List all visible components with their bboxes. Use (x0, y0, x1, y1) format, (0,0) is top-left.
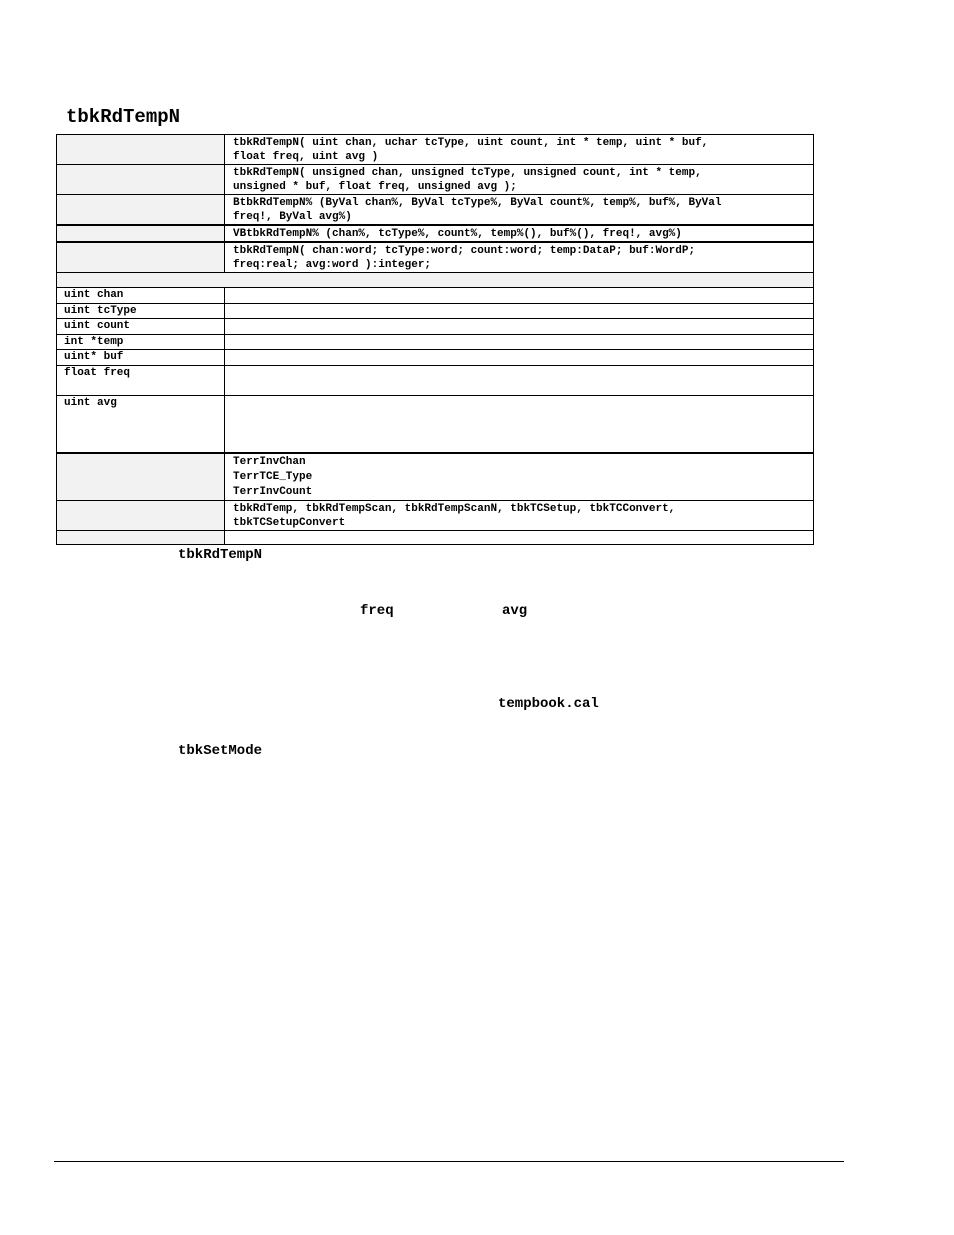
body-function-name: tbkRdTempN (178, 547, 263, 563)
param-name: uint chan (57, 288, 225, 304)
prototype-row-pascal (57, 242, 814, 273)
errors-label (57, 453, 225, 501)
param-name: int *temp (57, 335, 225, 350)
param-row (57, 396, 814, 453)
footer-rule (54, 1161, 844, 1162)
param-name: uint tcType (57, 304, 225, 319)
param-name: uint count (57, 319, 225, 335)
prototype-row-vb (57, 225, 814, 242)
param-desc (225, 350, 814, 366)
param-desc (225, 366, 814, 396)
prototype-c: tbkRdTempN( uint chan, uchar tcType, uint count, int * temp, uint * buf, float freq, uint avg ) (225, 135, 814, 165)
body-avg-term: avg (502, 603, 528, 619)
param-row (57, 304, 814, 319)
param-row (57, 288, 814, 304)
prototype-row-cpp (57, 165, 814, 195)
prototype-cpp: tbkRdTempN( unsigned chan, unsigned tcType, unsigned count, int * temp, unsigned * buf, float freq, unsigned avg ); (225, 165, 814, 195)
program-references-row (57, 530, 814, 544)
param-desc (225, 288, 814, 304)
param-row (57, 350, 814, 366)
prototype-qb: BtbkRdTempN% (ByVal chan%, ByVal tcType%, ByVal count%, temp%, buf%, ByVal freq!, ByVal avg%) (225, 195, 814, 226)
param-row (57, 366, 814, 396)
prototype-vb: VBtbkRdTempN% (chan%, tcType%, count%, temp%(), buf%(), freq!, avg%) (225, 225, 814, 242)
prototype-pascal: tbkRdTempN( chan:word; tcType:word; count:word; temp:DataP; buf:WordP; freq:real; avg:word ):integer; (225, 242, 814, 273)
param-desc (225, 335, 814, 350)
function-title: tbkRdTempN (66, 106, 181, 128)
param-name: float freq (57, 366, 225, 396)
body-cal-file: tempbook.cal (498, 696, 599, 712)
prototype-row-c (57, 135, 814, 165)
see-also-label (57, 500, 225, 530)
parameters-header-row (57, 273, 814, 288)
param-name: uint avg (57, 396, 225, 453)
error-codes: TerrInvChan TerrTCE_Type TerrInvCount (225, 453, 814, 501)
param-row (57, 335, 814, 350)
see-also-row (57, 500, 814, 530)
parameters-header (57, 273, 814, 288)
param-desc (225, 319, 814, 335)
program-references (225, 530, 814, 544)
prototype-label (57, 242, 225, 273)
param-desc (225, 396, 814, 453)
param-row (57, 319, 814, 335)
param-name: uint* buf (57, 350, 225, 366)
errors-row (57, 453, 814, 501)
prototype-label (57, 165, 225, 195)
body-set-mode: tbkSetMode (178, 743, 263, 759)
prototype-label (57, 225, 225, 242)
program-references-label (57, 530, 225, 544)
function-reference-table (56, 134, 814, 545)
prototype-label (57, 135, 225, 165)
prototype-label (57, 195, 225, 226)
prototype-row-qb (57, 195, 814, 226)
param-desc (225, 304, 814, 319)
body-freq-term: freq (360, 603, 394, 619)
see-also-list: tbkRdTemp, tbkRdTempScan, tbkRdTempScanN, tbkTCSetup, tbkTCConvert, tbkTCSetupConvert (225, 500, 814, 530)
